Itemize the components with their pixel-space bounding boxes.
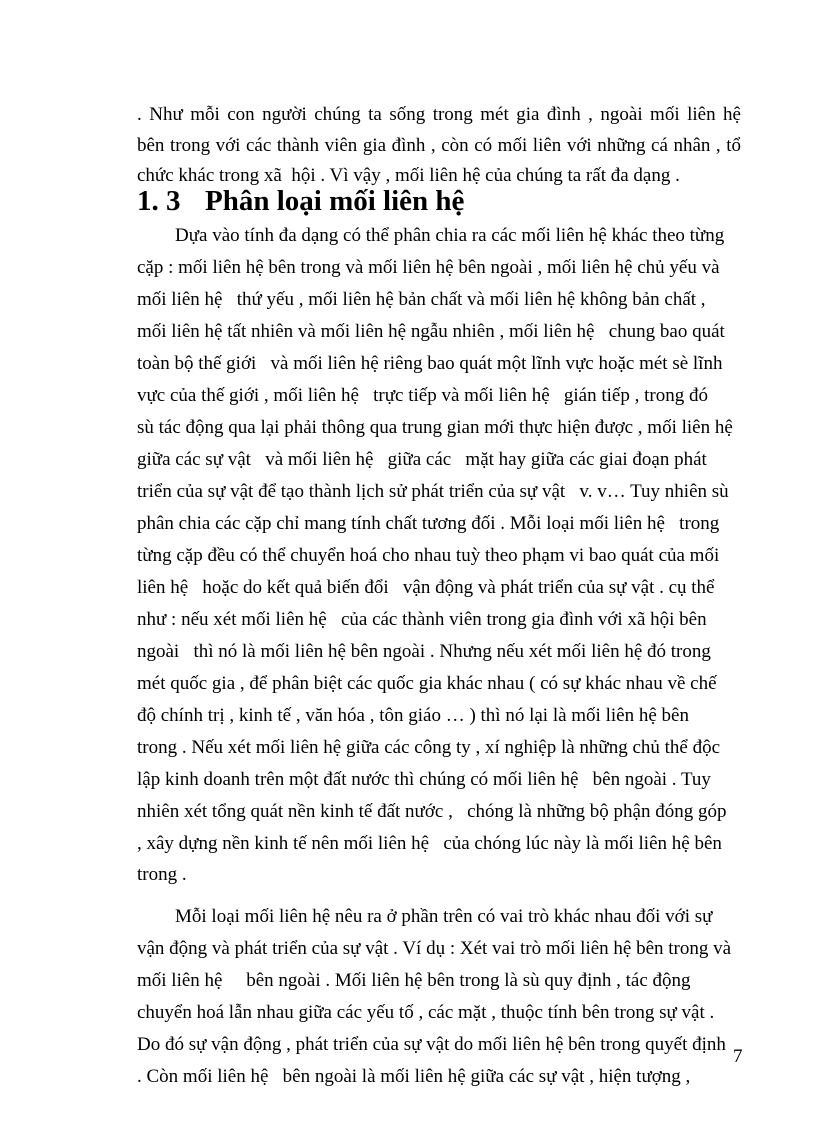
- section-number: 1. 3: [137, 185, 181, 217]
- paragraph-line: vận động và phát triển của sự vật . Ví dụ : Xét vai trò mối liên hệ bên trong và: [137, 938, 732, 959]
- paragraph-line: lập kinh doanh trên một đất nước thì chúng có mối liên hệ bên ngoài . Tuy: [137, 769, 711, 790]
- paragraph-line: trong . Nếu xét mối liên hệ giữa các công ty , xí nghiệp là những chủ thể độc: [137, 737, 721, 758]
- paragraph-line: trong .: [137, 864, 187, 885]
- paragraph-line: cặp : mối liên hệ bên trong và mối liên hệ bên ngoài , mối liên hệ chủ yếu và: [137, 257, 720, 278]
- paragraph-line: sù tác động qua lại phải thông qua trung gian mới thực hiện được , mối liên hệ: [137, 417, 733, 438]
- section-heading: [137, 185, 464, 217]
- paragraph-line: mối liên hệ bên ngoài . Mối liên hệ bên trong là sù quy định , tác động: [137, 970, 691, 991]
- paragraph-line: liên hệ hoặc do kết quả biến đổi vận động và phát triển của sự vật . cụ thể: [137, 577, 715, 598]
- intro-line: . Như mỗi con người chúng ta sống trong mét gia đình , ngoài mối liên hệ: [137, 104, 741, 125]
- paragraph-line: ngoài thì nó là mối liên hệ bên ngoài . Nhưng nếu xét mối liên hệ đó trong: [137, 641, 711, 662]
- paragraph-line: Do đó sự vận động , phát triển của sự vật do mối liên hệ bên trong quyết định: [137, 1034, 726, 1055]
- page-number: 7: [733, 1046, 743, 1067]
- intro-line: chức khác trong xã hội . Vì vậy , mối liên hệ của chúng ta rất đa dạng .: [137, 165, 680, 186]
- paragraph-line: giữa các sự vật và mối liên hệ giữa các mặt hay giữa các giai đoạn phát: [137, 449, 707, 470]
- paragraph-line: triển của sự vật để tạo thành lịch sử phát triển của sự vật v. v… Tuy nhiên sù: [137, 481, 729, 502]
- paragraph-line: Dựa vào tính đa dạng có thể phân chia ra các mối liên hệ khác theo từng: [175, 225, 725, 246]
- intro-line: bên trong với các thành viên gia đình , còn có mối liên với những cá nhân , tổ: [137, 135, 741, 156]
- paragraph-line: mối liên hệ thứ yếu , mối liên hệ bản chất và mối liên hệ không bản chất ,: [137, 289, 706, 310]
- paragraph-line: vực của thế giới , mối liên hệ trực tiếp và mối liên hệ gián tiếp , trong đó: [137, 385, 708, 406]
- paragraph-line: . Còn mối liên hệ bên ngoài là mối liên hệ giữa các sự vật , hiện tượng ,: [137, 1066, 691, 1087]
- paragraph-line: như : nếu xét mối liên hệ của các thành viên trong gia đình với xã hội bên: [137, 609, 707, 630]
- paragraph-line: mét quốc gia , để phân biệt các quốc gia khác nhau ( có sự khác nhau về chế: [137, 673, 717, 694]
- paragraph-line: phân chia các cặp chỉ mang tính chất tương đối . Mỗi loại mối liên hệ trong: [137, 513, 720, 534]
- paragraph-line: , xây dựng nền kinh tế nên mối liên hệ của chóng lúc này là mối liên hệ bên: [137, 833, 722, 854]
- paragraph-line: độ chính trị , kinh tế , văn hóa , tôn giáo … ) thì nó lại là mối liên hệ bên: [137, 705, 689, 726]
- paragraph-line: Mỗi loại mối liên hệ nêu ra ở phần trên có vai trò khác nhau đối với sự: [175, 906, 713, 927]
- paragraph-line: mối liên hệ tất nhiên và mối liên hệ ngẫu nhiên , mối liên hệ chung bao quát: [137, 321, 725, 342]
- section-title: Phân loại mối liên hệ: [205, 185, 465, 217]
- paragraph-line: từng cặp đều có thể chuyển hoá cho nhau tuỳ theo phạm vi bao quát của mối: [137, 545, 720, 566]
- paragraph-line: toàn bộ thế giới và mối liên hệ riêng bao quát một lĩnh vực hoặc mét sè lĩnh: [137, 353, 723, 374]
- paragraph-line: chuyển hoá lẫn nhau giữa các yếu tố , các mặt , thuộc tính bên trong sự vật .: [137, 1002, 715, 1023]
- paragraph-line: nhiên xét tổng quát nền kinh tế đất nước , chóng là những bộ phận đóng góp: [137, 801, 727, 822]
